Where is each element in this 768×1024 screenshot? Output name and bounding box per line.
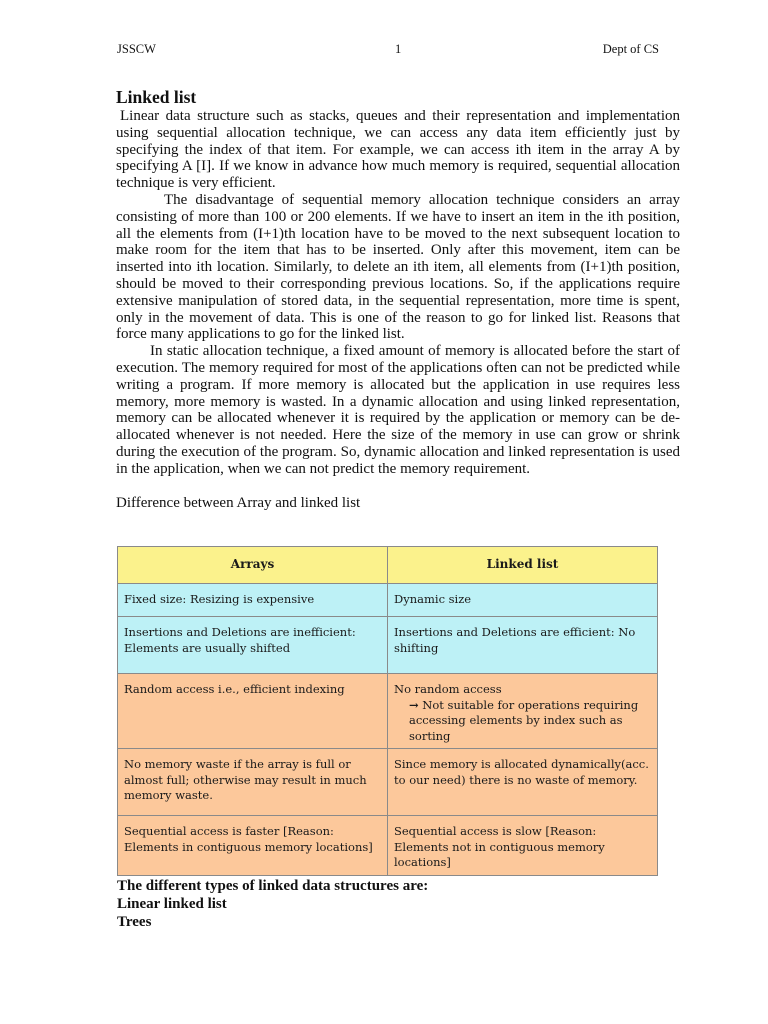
- table-cell: Random access i.e., efficient indexing: [118, 674, 388, 749]
- table-cell: Insertions and Deletions are inefficient: Elements are usually shifted: [118, 617, 388, 674]
- header-department: Dept of CS: [602, 42, 659, 56]
- paragraph-static-allocation: In static allocation technique, a fixed amount of memory is allocated before the start of execution. The memory required for most of the applications often can not be predicted while writing a program. If more memory is allocated but the application in use requires less memory, more memory is wasted. In a dynamic allocation and using linked representation, memory can be allocated whenever it is required by the application or memory can be de-allocated whenever is not needed. Here the size of the memory in use can grow or shrink during the execution of the program. So, dynamic allocation and linked representation is used in the application, when we can not predict the memory requirement.: [116, 343, 680, 477]
- table-cell: No memory waste if the array is full or almost full; otherwise may result in much memory waste.: [118, 749, 388, 816]
- random-access-note: [394, 698, 651, 745]
- table-cell: Since memory is allocated dynamically(acc. to our need) there is no waste of memory.: [388, 749, 658, 816]
- page-title: Linked list: [116, 87, 197, 107]
- table-cell: Sequential access is faster [Reason: Elements in contiguous memory locations]: [118, 816, 388, 876]
- table-caption: Difference between Array and linked list: [116, 494, 361, 511]
- table-cell: Fixed size: Resizing is expensive: [118, 584, 388, 617]
- document-body: [116, 86, 680, 512]
- paragraph-intro: Linear data structure such as stacks, queues and their representation and implementation using sequential allocation technique, we can access any data item efficiently just by specifying the index of that item. For example, we can access ith item in the array A by specifying A [I]. If we know in advance how much memory is required, sequential allocation technique is very efficient.: [116, 108, 680, 192]
- table-header-row: [118, 547, 658, 584]
- table-row: [118, 816, 658, 876]
- arrow-right-icon: →: [409, 697, 419, 712]
- page-header: [117, 42, 659, 62]
- table-cell-text: No random access: [394, 682, 502, 696]
- table-cell: [388, 674, 658, 749]
- paragraph-disadvantage: The disadvantage of sequential memory allocation technique considers an array consisting of more than 100 or 200 elements. If we have to insert an item in the ith position, all the elements from (I+1)th location have to be moved to the next subsequent location to make room for the item that has to be inserted. Only after this movement, item can be inserted into ith location. Similarly, to delete an ith item, all elements from (I+1)th position, should be moved to their corresponding previous locations. So, if the applications require extensive manipulation of stored data, in the sequential representation, more time is spent, only in the movement of data. This is one of the reason to go for linked list. Reasons that force many applications to go for the linked list.: [116, 191, 680, 343]
- table-row: [118, 749, 658, 816]
- header-institution: JSSCW: [117, 42, 156, 56]
- table-row: [118, 617, 658, 674]
- list-item: Trees: [117, 914, 152, 930]
- column-header-arrays: Arrays: [118, 547, 388, 584]
- table-row: [118, 584, 658, 617]
- list-item: Linear linked list: [117, 896, 227, 912]
- header-page-number: 1: [395, 42, 402, 56]
- table-row: [118, 674, 658, 749]
- table-cell: Insertions and Deletions are efficient: No shifting: [388, 617, 658, 674]
- linked-structure-types: [117, 877, 428, 931]
- table-cell: Dynamic size: [388, 584, 658, 617]
- types-heading: The different types of linked data structures are:: [117, 878, 429, 894]
- comparison-table: [117, 546, 658, 876]
- random-access-note-text: Not suitable for operations requiring accessing elements by index such as sorting: [409, 697, 639, 743]
- column-header-linked-list: Linked list: [388, 547, 658, 584]
- table-cell: Sequential access is slow [Reason: Elements not in contiguous memory locations]: [388, 816, 658, 876]
